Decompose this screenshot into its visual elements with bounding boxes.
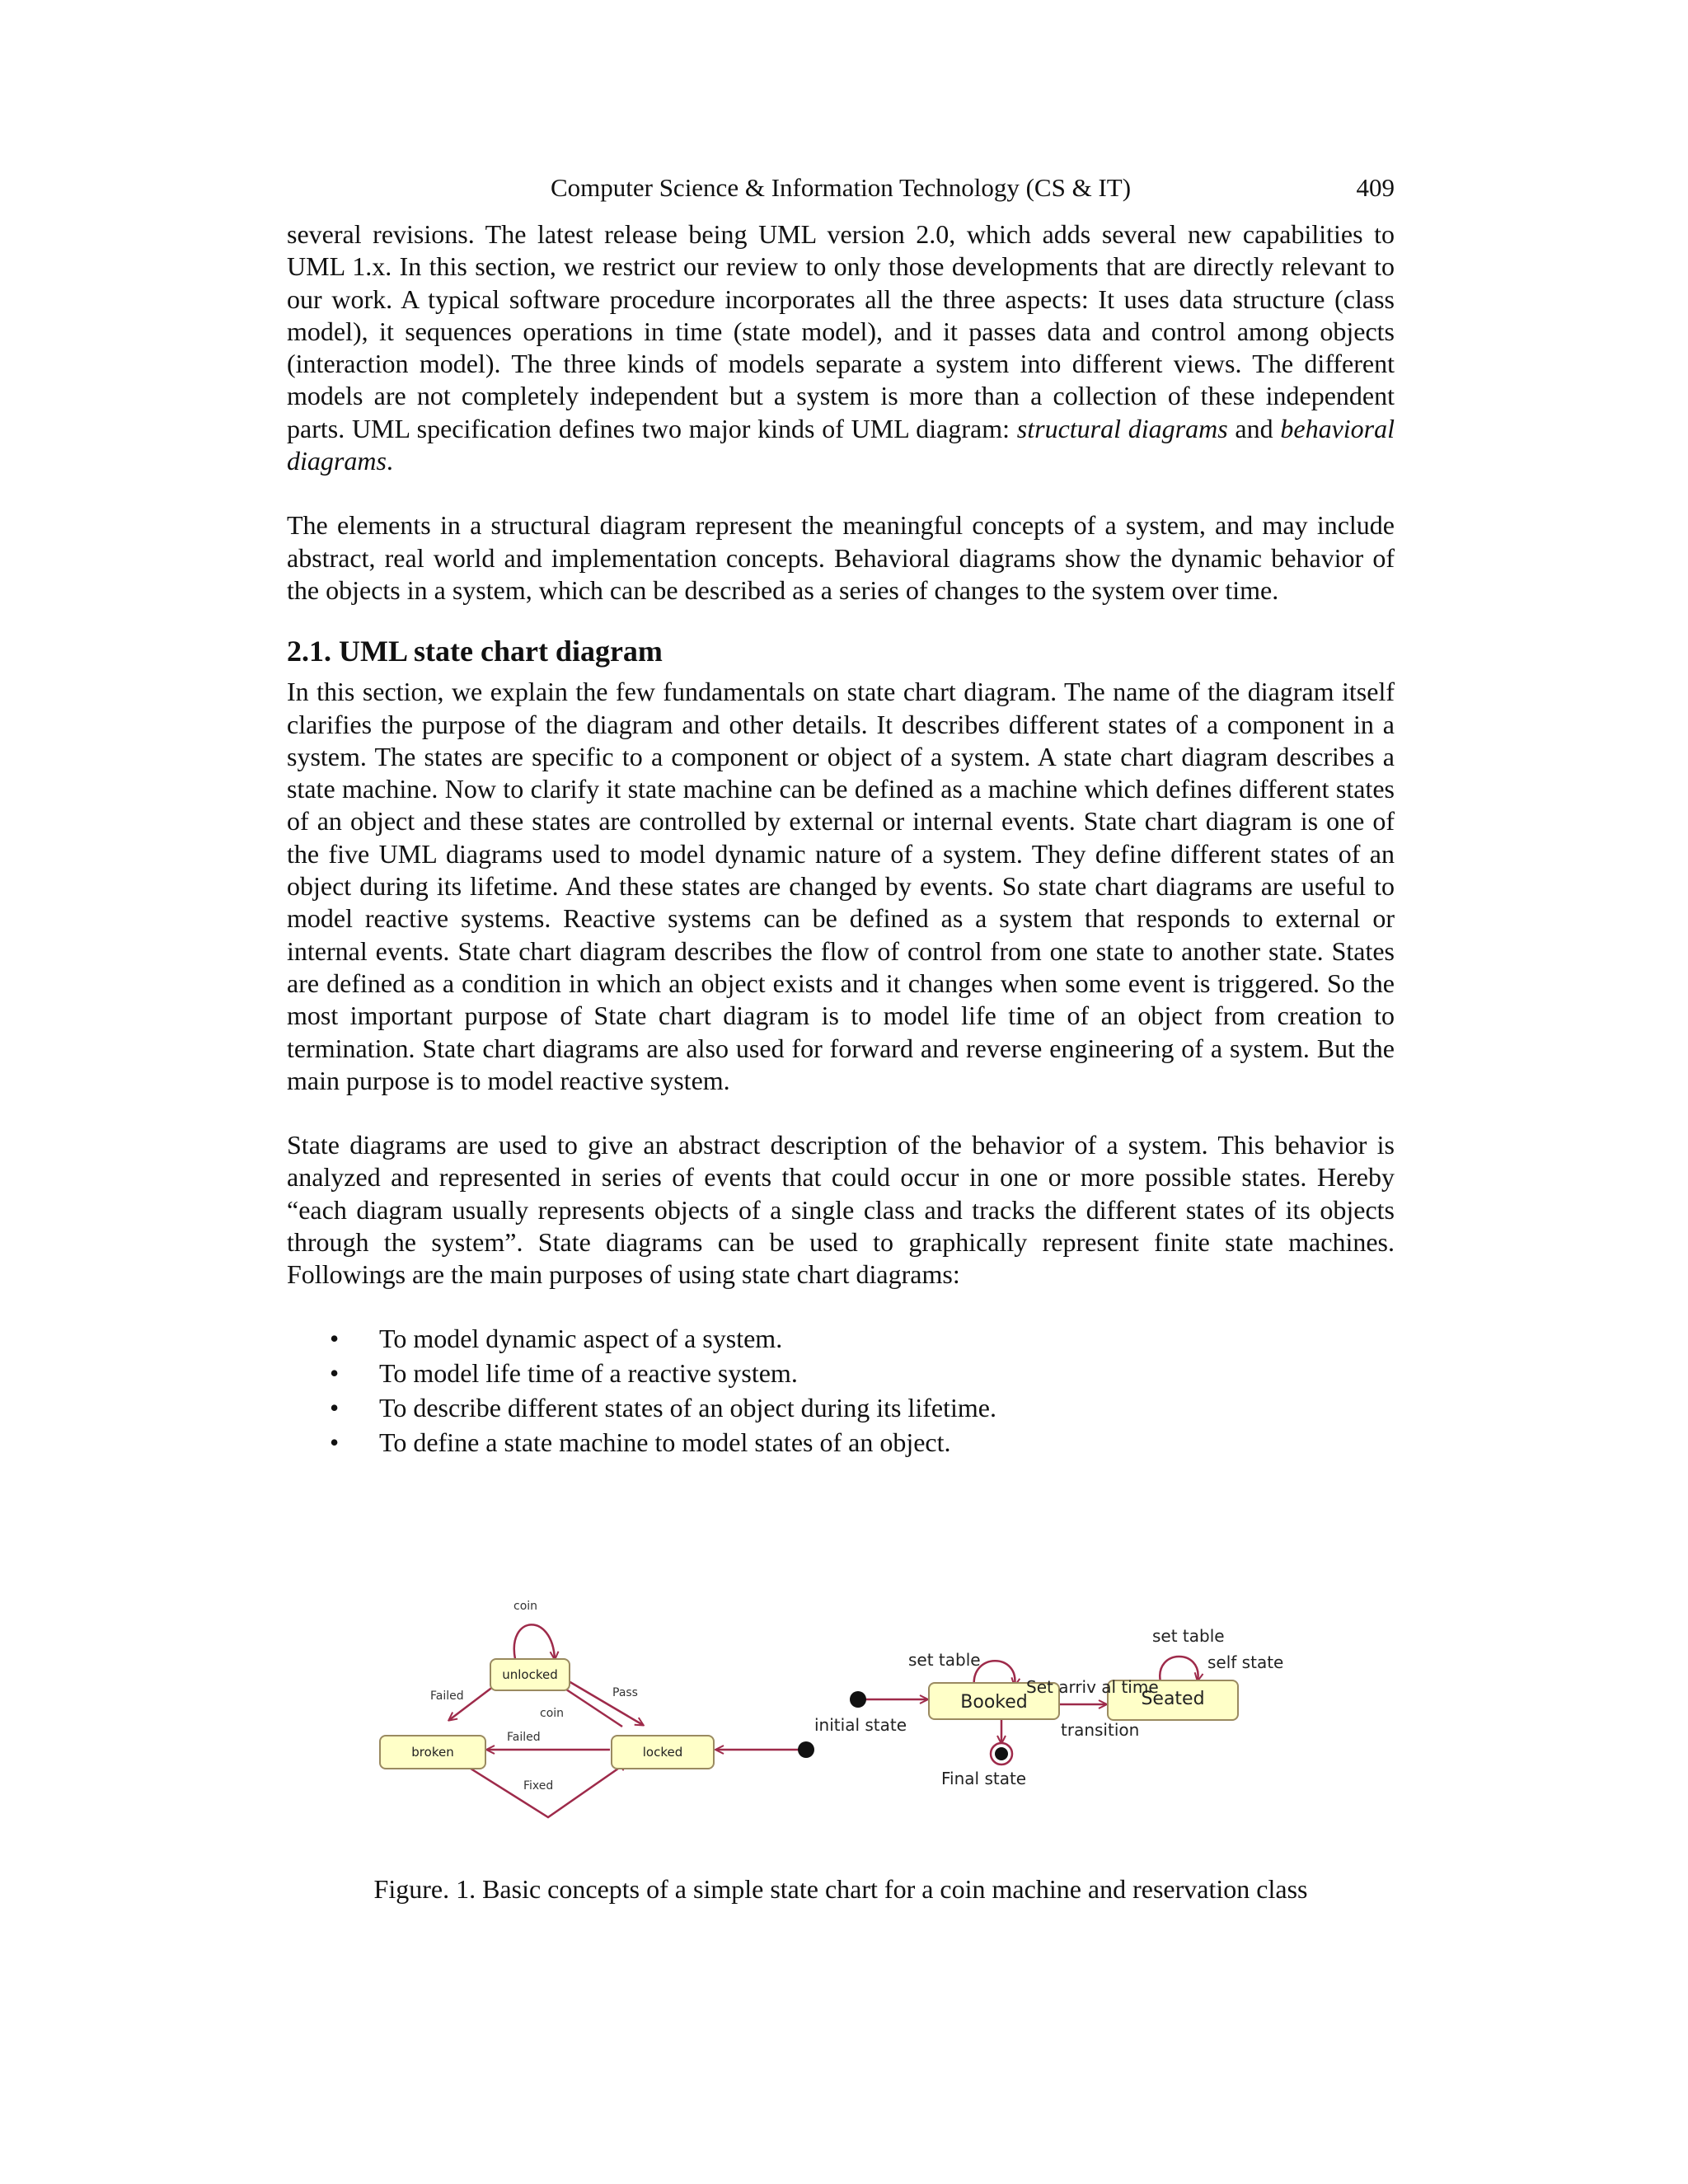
label-final-state: Final state	[941, 1769, 1027, 1788]
period: .	[386, 446, 393, 476]
label-pass: Pass	[612, 1686, 638, 1699]
running-header	[287, 170, 1395, 206]
bullet-glyph: •	[330, 1427, 340, 1457]
state-label-seated: Seated	[1141, 1689, 1205, 1709]
list-item-text: To model dynamic aspect of a system.	[379, 1323, 783, 1353]
state-label-broken: broken	[411, 1745, 454, 1760]
state-label-unlocked: unlocked	[502, 1667, 558, 1682]
state-label-locked: locked	[642, 1745, 683, 1760]
transition-set-table-seated	[1160, 1657, 1198, 1682]
term-structural-diagrams: structural diagrams	[1016, 413, 1228, 443]
label-coin: coin	[540, 1707, 565, 1720]
label-coin-self: coin	[513, 1600, 538, 1613]
bullet-glyph: •	[330, 1323, 340, 1353]
term-behavioral-diagrams: behavioral diagrams	[287, 413, 1395, 476]
paragraph-state-diagrams-purpose: State diagrams are used to give an abstract description of the behavior of a system. This behavior is analyzed and represented in series of events that could occur in one or more possible states. Hereby “each diagram usually represents objects of a single class and tracks the different states of its objects through the system”. State diagrams can be used to graphically represent finite state machines. Followings are the main purposes of using state chart diagrams:	[287, 1130, 1395, 1290]
label-set-table-seated: set table	[1152, 1626, 1225, 1646]
paragraph-structural-behavioral: The elements in a structural diagram represent the meaningful concepts of a system, and may include abstract, real world and implementation concepts. Behavioral diagrams show the dynamic behavior of the objects in a system, which can be described as a series of changes to the system over time.	[287, 510, 1395, 605]
label-initial-state: initial state	[814, 1715, 907, 1735]
list-item	[287, 1390, 1395, 1425]
list-item	[287, 1321, 1395, 1356]
paragraph-state-chart-intro: In this section, we explain the few fundamentals on state chart diagram. The name of the diagram itself clarifies the purpose of the diagram and other details. It describes different states of a component in a system. The states are specific to a component or object of a system. A state chart diagram describes a state machine. Now to clarify it state machine can be defined as a machine which defines different states of an object and these states are controlled by external or internal events. State chart diagram is one of the five UML diagrams used to model dynamic nature of a system. They define different states of an object during its lifetime. And these states are changed by events. So state chart diagrams are useful to model reactive systems. Reactive systems can be defined as a system that responds to external or internal events. State chart diagram describes the flow of control from one state to another state. States are defined as a condition in which an object exists and it changes when some event is triggered. So the most important purpose of State chart diagram is to model life time of an object from creation to termination. State chart diagrams are also used for forward and reverse engineering of a system. But the main purpose is to model reactive system.	[287, 677, 1395, 1095]
state-chart-svg	[375, 1578, 1306, 1867]
paragraph-text: several revisions. The latest release being UML version 2.0, which adds several new capabilities to UML 1.x. In this section, we restrict our review to only those developments that are directly relevant to our work. A typical software procedure incorporates all the three aspects: It uses data structure (class model), it sequences operations in time (state model), and it passes data and control among objects (interaction model). The three kinds of models separate a system into different views. The different models are not completely independent but a system is more than a collection of these independent parts. UML specification defines two major kinds of UML diagram:	[287, 219, 1395, 443]
purpose-list	[287, 1321, 1395, 1460]
list-item	[287, 1356, 1395, 1390]
label-failed-locked: Failed	[507, 1731, 541, 1744]
conjunction: and	[1227, 413, 1281, 443]
label-failed-unlocked: Failed	[430, 1690, 464, 1703]
state-label-booked: Booked	[960, 1692, 1028, 1713]
initial-node-coin	[798, 1741, 814, 1758]
reservation-diagram	[814, 1626, 1283, 1788]
label-set-arrival-time: Set arriv al time	[1026, 1677, 1159, 1697]
bullet-glyph: •	[330, 1392, 340, 1422]
transition-coin-self	[514, 1624, 555, 1659]
label-fixed: Fixed	[523, 1779, 554, 1793]
figure-state-charts	[375, 1578, 1306, 1867]
list-item-text: To model life time of a reactive system.	[379, 1357, 798, 1388]
list-item-text: To describe different states of an object during its lifetime.	[379, 1392, 996, 1422]
label-set-table-booked: set table	[908, 1650, 981, 1670]
text-column	[287, 218, 1395, 1460]
list-item-text: To define a state machine to model states of an object.	[379, 1427, 951, 1457]
final-node-inner	[995, 1747, 1008, 1760]
section-heading: 2.1. UML state chart diagram	[287, 635, 663, 668]
initial-node-reservation	[850, 1691, 866, 1708]
coin-machine-diagram	[380, 1600, 814, 1817]
bullet-glyph: •	[330, 1357, 340, 1388]
list-item	[287, 1425, 1395, 1460]
page-number: 409	[1356, 173, 1395, 202]
label-transition: transition	[1061, 1720, 1140, 1740]
journal-title: Computer Science & Information Technology (CS & IT)	[550, 173, 1132, 202]
figure-caption: Figure. 1. Basic concepts of a simple state chart for a coin machine and reservation class	[373, 1874, 1308, 1904]
paragraph-uml-overview	[287, 218, 1395, 477]
label-self-state: self state	[1207, 1652, 1284, 1672]
